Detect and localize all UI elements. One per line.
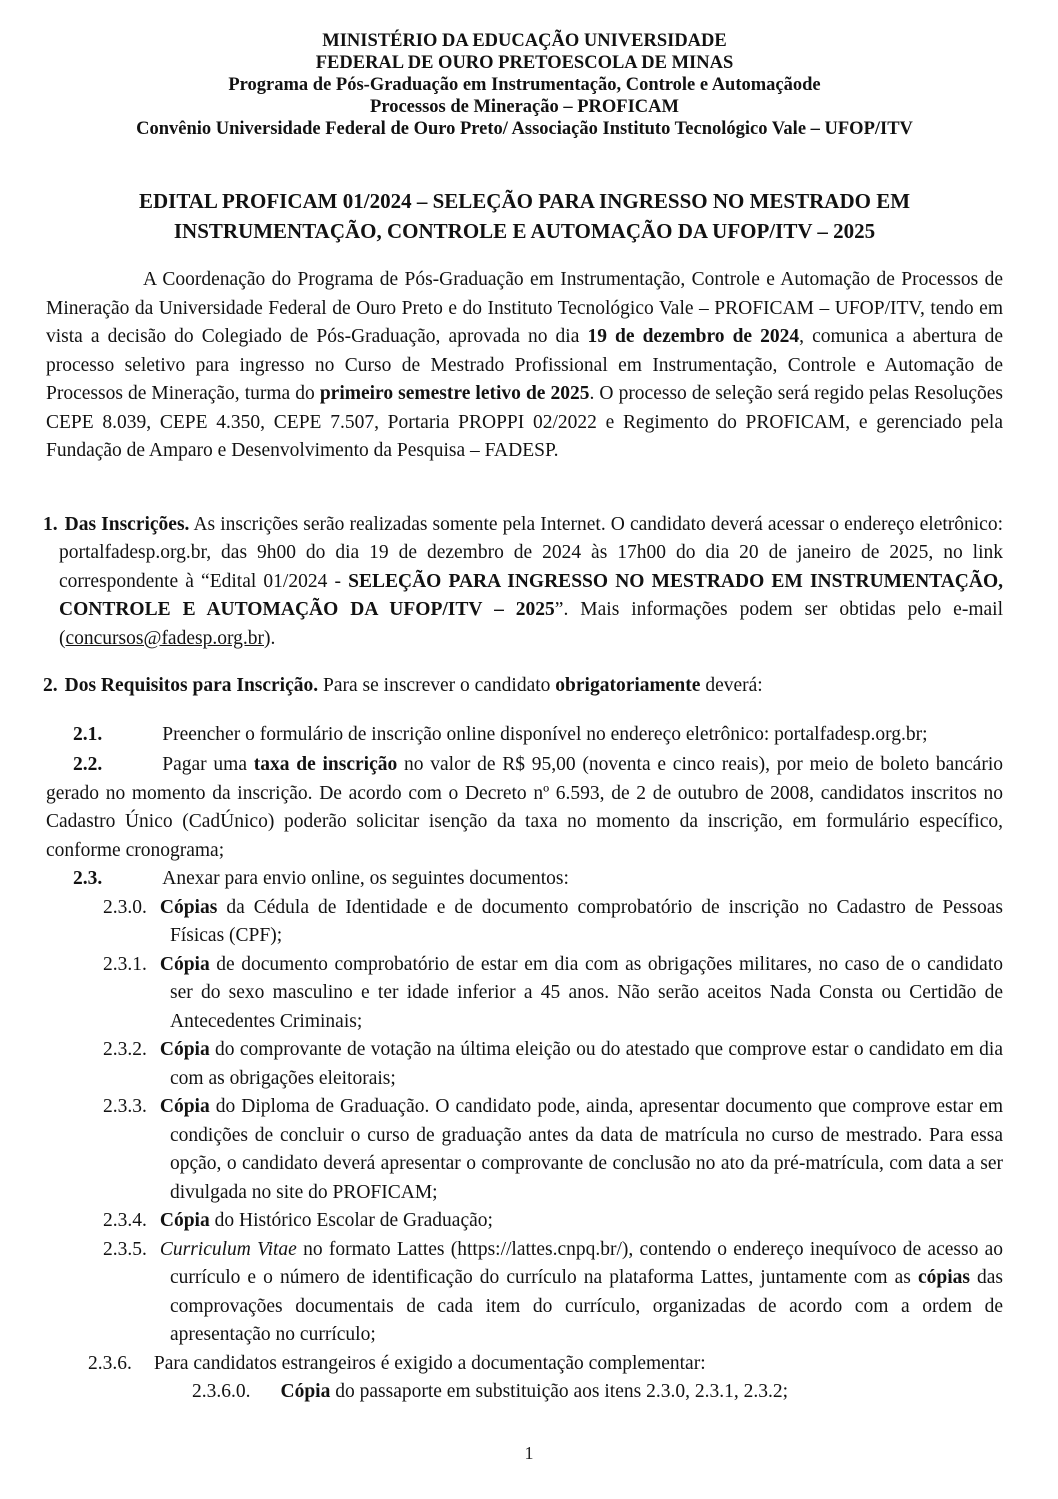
text-segment: Preencher o formulário de inscrição online disponível no endereço eletrônico: portalfadesp.org.br; — [162, 723, 928, 745]
text-segment: Para se inscrever o candidato — [318, 675, 556, 696]
letterhead-line: Programa de Pós-Graduação em Instrumentação, Controle e Automaçãode — [228, 75, 821, 95]
text-segment: deverá: — [700, 675, 763, 696]
letterhead-line: Processos de Mineração – PROFICAM — [370, 97, 679, 117]
item-2-3-5 — [46, 1236, 1003, 1350]
text-segment: Para candidatos estrangeiros é exigido a documentação complementar: — [153, 1352, 706, 1374]
item-number: 2.3.0. — [103, 896, 147, 918]
section-2 — [43, 672, 1003, 701]
text-segment: . O processo de seleção será regido pelas Resoluções CEPE 8.039, CEPE 4.350, CEPE 7.507, Portaria PROPPI 02/2022 e Regimento do PROFICAM, e gerenciado pela Fundação de Amparo e Desenvolvimento da Pesquisa – FADESP. — [46, 383, 1003, 461]
item-2-3-6 — [46, 1350, 1003, 1379]
text-segment: taxa de inscrição — [253, 754, 398, 775]
text-segment: das comprovações documentais de cada item do currículo, organizadas de acordo com a ordem de apresentação no currículo; — [170, 1267, 1004, 1345]
item-number: 2.3.6.0. — [192, 1381, 251, 1402]
text-segment: A Coordenação do Programa de Pós-Graduação em Instrumentação, Controle e Automação de Processos de Mineração da Universidade Federal de Ouro Preto e do Instituto Tecnológico Vale – PROFICAM – UFOP/ITV, tendo em vista a decisão do Colegiado de Pós-Graduação, aprovada no dia — [46, 269, 1003, 347]
text-segment: Dos Requisitos para Inscrição. — [64, 675, 319, 696]
text-segment: no valor de R$ 95,00 (noventa e cinco reais), por meio de boleto bancário gerado no momento da inscrição. De acordo com o Decreto nº 6.593, de 2 de outubro de 2008, candidatos inscritos no Cadastro Único (CadÚnico) poderão solicitar isenção da taxa no momento da inscrição, em formulário específico, conforme cronograma; — [46, 754, 1003, 861]
text-segment: do Diploma de Graduação. O candidato pode, ainda, apresentar documento que comprove estar em condições de concluir o curso de graduação antes da data de matrícula no curso de mestrado. Para essa opção, o candidato deverá apresentar o comprovante de conclusão no ato da pré-matrícula, com data a ser divulgada no site do PROFICAM; — [170, 1096, 1003, 1203]
item-2-3-1 — [46, 951, 1003, 1037]
item-number: 1. — [43, 513, 58, 535]
intro-paragraph — [46, 266, 1003, 466]
text-segment: , comunica a abertura de processo seletivo para ingresso no Curso de Mestrado Profissional em Instrumentação, Controle e Automação de Processos de Mineração, turma do — [46, 326, 1004, 404]
text-segment: ). — [263, 627, 276, 649]
text-segment: Pagar uma — [162, 754, 254, 775]
text-segment: Cópia — [159, 1039, 210, 1060]
letterhead-line: MINISTÉRIO DA EDUCAÇÃO UNIVERSIDADE — [322, 31, 727, 51]
text-segment: 19 de dezembro de 2024 — [587, 326, 800, 347]
text-segment: obrigatoriamente — [555, 675, 701, 696]
item-number: 2.1. — [73, 723, 103, 745]
item-number: 2.3.4. — [103, 1210, 147, 1231]
letterhead-line: FEDERAL DE OURO PRETOESCOLA DE MINAS — [315, 53, 734, 73]
text-segment: Cópia — [280, 1381, 331, 1402]
text-segment: Curriculum Vitae — [159, 1238, 297, 1260]
item-2-3-3 — [46, 1093, 1003, 1207]
text-segment: de documento comprobatório de estar em dia com as obrigações militares, no caso de o candidato ser do sexo masculino e ter idade inferior a 45 anos. Não serão aceitos Nada Consta ou Certidão de Antecedentes Criminais; — [170, 953, 1003, 1032]
item-2-3 — [46, 865, 1003, 894]
text-segment: Cópias — [159, 896, 218, 918]
text-segment: ”. Mais informações podem ser obtidas pelo e-mail ( — [59, 599, 1003, 649]
item-number: 2.3.3. — [103, 1096, 147, 1117]
document-title: EDITAL PROFICAM 01/2024 – SELEÇÃO PARA INGRESSO NO MESTRADO EM INSTRUMENTAÇÃO, CONTROLE E AUTOMAÇÃO DA UFOP/ITV – 2025 — [138, 189, 911, 243]
text-segment: no formato Lattes (https://lattes.cnpq.br/), contendo o endereço inequívoco de acesso ao currículo e o número de identificação do currículo na plataforma Lattes, juntamente com as — [170, 1238, 1003, 1288]
item-2-1 — [46, 721, 1003, 750]
text-segment: do passaporte em substituição aos itens 2.3.0, 2.3.1, 2.3.2; — [330, 1381, 789, 1402]
item-number: 2.3.6. — [88, 1352, 132, 1374]
item-number: 2.3.1. — [103, 953, 147, 975]
text-segment: As inscrições serão realizadas somente pela Internet. O candidato deverá acessar o endereço eletrônico: portalfadesp.org.br, das 9h00 do dia 19 de dezembro de 2024 às 17h00 do dia 20 de janeiro de 2025, no link correspondente à “Edital 01/2024 - — [59, 513, 1003, 592]
document-body — [43, 266, 1004, 1407]
item-number: 2.3.5. — [103, 1238, 147, 1260]
item-2-2 — [46, 751, 1003, 865]
item-2-3-2 — [46, 1036, 1003, 1093]
item-number: 2.2. — [73, 754, 103, 775]
item-2-3-6-0 — [46, 1378, 1003, 1407]
text-segment: Das Inscrições. — [64, 513, 190, 535]
item-2-3-4 — [46, 1207, 1003, 1236]
text-segment: cópias — [917, 1267, 970, 1288]
text-segment: Cópia — [159, 953, 210, 975]
email-link[interactable]: concursos@fadesp.org.br — [65, 627, 264, 649]
text-segment: do comprovante de votação na última eleição ou do atestado que comprove estar o candidato em dia com as obrigações eleitorais; — [170, 1039, 1003, 1089]
letterhead-line: Convênio Universidade Federal de Ouro Preto/ Associação Instituto Tecnológico Vale – UFOP/ITV — [136, 119, 913, 139]
item-number: 2.3.2. — [103, 1039, 147, 1060]
text-segment: do Histórico Escolar de Graduação; — [209, 1210, 493, 1231]
text-segment: da Cédula de Identidade e de documento comprobatório de inscrição no Cadastro de Pessoas Físicas (CPF); — [170, 896, 1003, 946]
text-segment: primeiro semestre letivo de 2025 — [319, 383, 590, 404]
page-number: 1 — [524, 1443, 534, 1463]
item-2-3-0 — [46, 894, 1003, 951]
text-segment: Cópia — [159, 1210, 210, 1231]
text-segment: Anexar para envio online, os seguintes documentos: — [162, 868, 569, 889]
letterhead — [46, 30, 1003, 140]
item-number: 2.3. — [73, 868, 103, 889]
section-1 — [43, 511, 1004, 654]
item-number: 2. — [43, 675, 58, 696]
text-segment: SELEÇÃO PARA INGRESSO NO MESTRADO EM INSTRUMENTAÇÃO, CONTROLE E AUTOMAÇÃO DA UFOP/ITV – 2025 — [59, 570, 1004, 620]
text-segment: Cópia — [159, 1096, 210, 1117]
